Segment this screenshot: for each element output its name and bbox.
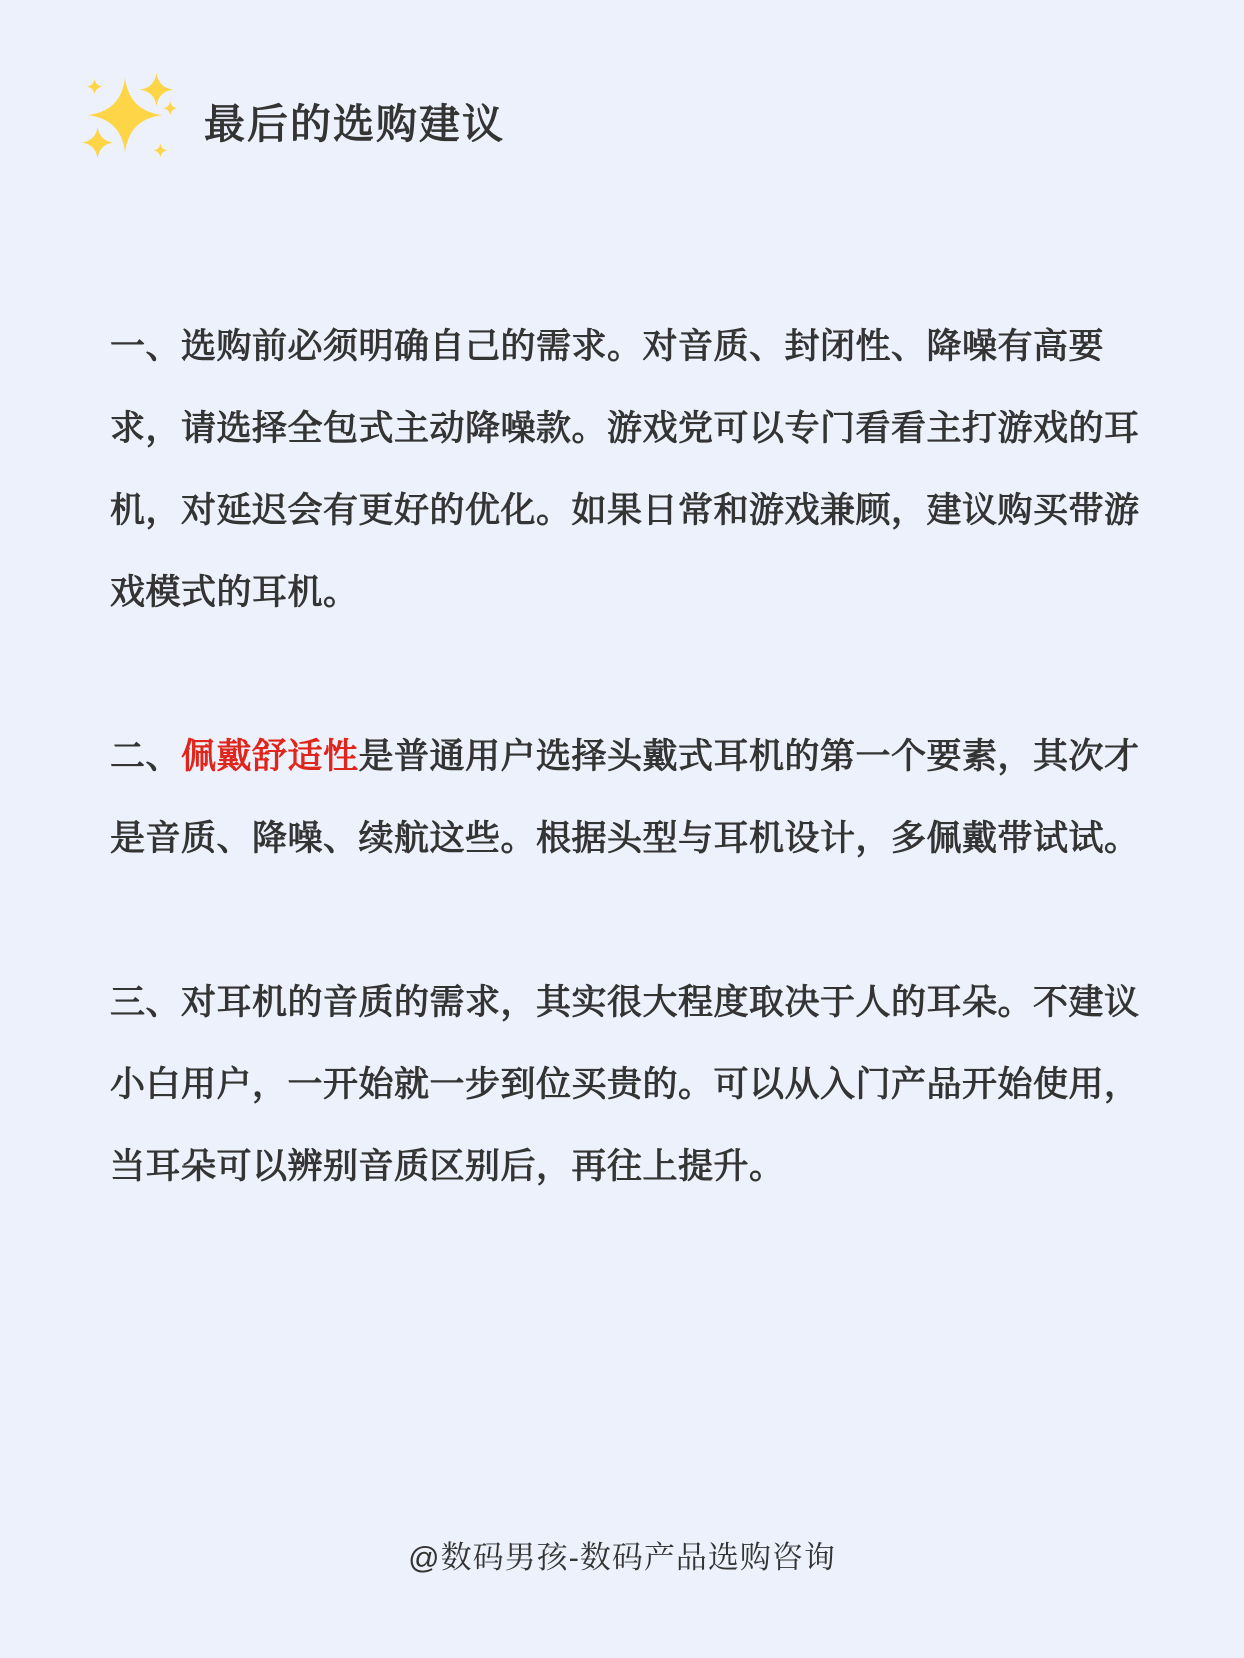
paragraph-1 [110,306,1144,634]
paragraph-1-line-4: 戏模式的耳机。 [110,573,359,612]
paragraph-2 [110,716,1144,880]
page-header [74,66,505,174]
paragraph-2-line-1 [110,716,1144,798]
paragraph-1-line-2: 求，请选择全包式主动降噪款。游戏党可以专门看看主打游戏的耳 [110,409,1140,448]
paragraph-2-line-2: 是音质、降噪、续航这些。根据头型与耳机设计，多佩戴带试试。 [110,819,1140,858]
footer-credit: @数码男孩-数码产品选购咨询 [408,1540,836,1575]
comfort-highlight-text: 佩戴舒适性 [181,737,359,776]
paragraph-3 [110,962,1144,1208]
paragraph-1-line-3: 机，对延迟会有更好的优化。如果日常和游戏兼顾，建议购买带游 [110,491,1140,530]
paragraph-3-line-3: 当耳朵可以辨别音质区别后，再往上提升。 [110,1147,785,1186]
paragraph-2-prefix: 二、 [110,737,182,776]
paragraph-1-line-1: 一、选购前必须明确自己的需求。对音质、封闭性、降噪有高要 [110,327,1105,366]
paragraph-3-line-1: 三、对耳机的音质的需求，其实很大程度取决于人的耳朵。不建议 [110,983,1140,1022]
paragraph-3-line-2: 小白用户，一开始就一步到位买贵的。可以从入门产品开始使用， [110,1065,1140,1104]
advice-body [110,306,1144,1290]
sparkles-icon [74,66,182,174]
paragraph-2-rest: 是普通用户选择头戴式耳机的第一个要素，其次才 [358,737,1140,776]
page-title: 最后的选购建议 [204,100,505,147]
